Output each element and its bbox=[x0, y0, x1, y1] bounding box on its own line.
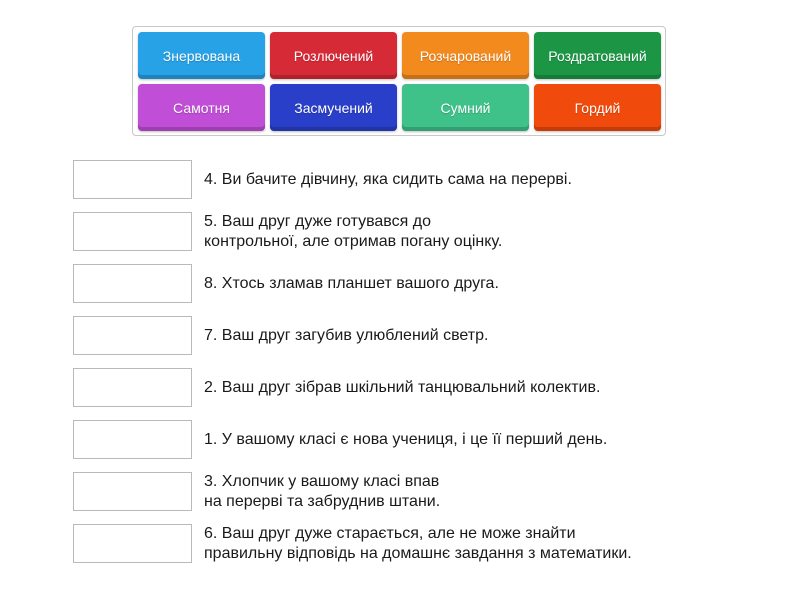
scenario-text bbox=[204, 430, 764, 450]
scenario-line-2: контрольної, але отримав погану оцінку. bbox=[204, 233, 503, 250]
answer-tile[interactable]: Розлючений bbox=[270, 32, 397, 79]
scenario-text bbox=[204, 274, 764, 294]
answer-tile[interactable]: Гордий bbox=[534, 84, 661, 131]
answer-drop-zone[interactable] bbox=[73, 472, 192, 511]
scenario-line-1: 1. У вашому класі є нова учениця, і це її перший день. bbox=[204, 431, 608, 448]
answer-tile[interactable]: Знервована bbox=[138, 32, 265, 79]
scenario-line-2: на перерві та забруднив штани. bbox=[204, 493, 441, 510]
scenario-text bbox=[204, 378, 764, 398]
answer-tile[interactable]: Роздратований bbox=[534, 32, 661, 79]
scenario-line-1: 4. Ви бачите дівчину, яка сидить сама на перерві. bbox=[204, 171, 572, 188]
answer-drop-zone[interactable] bbox=[73, 368, 192, 407]
scenario-text bbox=[204, 472, 764, 512]
scenario-text bbox=[204, 212, 764, 252]
scenario-line-1: 8. Хтось зламав планшет вашого друга. bbox=[204, 275, 499, 292]
answer-tile[interactable]: Розчарований bbox=[402, 32, 529, 79]
scenario-line-1: 5. Ваш друг дуже готувався до bbox=[204, 213, 431, 230]
scenario-text bbox=[204, 524, 764, 564]
answer-drop-zone[interactable] bbox=[73, 264, 192, 303]
answer-drop-zone[interactable] bbox=[73, 316, 192, 355]
scenario-line-1: 6. Ваш друг дуже старається, але не може знайти bbox=[204, 525, 576, 542]
scenario-line-1: 3. Хлопчик у вашому класі впав bbox=[204, 473, 440, 490]
scenario-line-1: 2. Ваш друг зібрав шкільний танцювальний колектив. bbox=[204, 379, 601, 396]
scenario-text bbox=[204, 170, 764, 190]
answer-drop-zone[interactable] bbox=[73, 524, 192, 563]
answer-tile[interactable]: Самотня bbox=[138, 84, 265, 131]
scenario-line-1: 7. Ваш друг загубив улюблений светр. bbox=[204, 327, 489, 344]
answer-tile[interactable]: Сумний bbox=[402, 84, 529, 131]
answer-drop-zone[interactable] bbox=[73, 420, 192, 459]
scenario-text bbox=[204, 326, 764, 346]
answer-drop-zone[interactable] bbox=[73, 212, 192, 251]
answer-drop-zone[interactable] bbox=[73, 160, 192, 199]
answer-tile[interactable]: Засмучений bbox=[270, 84, 397, 131]
scenario-line-2: правильну відповідь на домашнє завдання з математики. bbox=[204, 545, 632, 562]
